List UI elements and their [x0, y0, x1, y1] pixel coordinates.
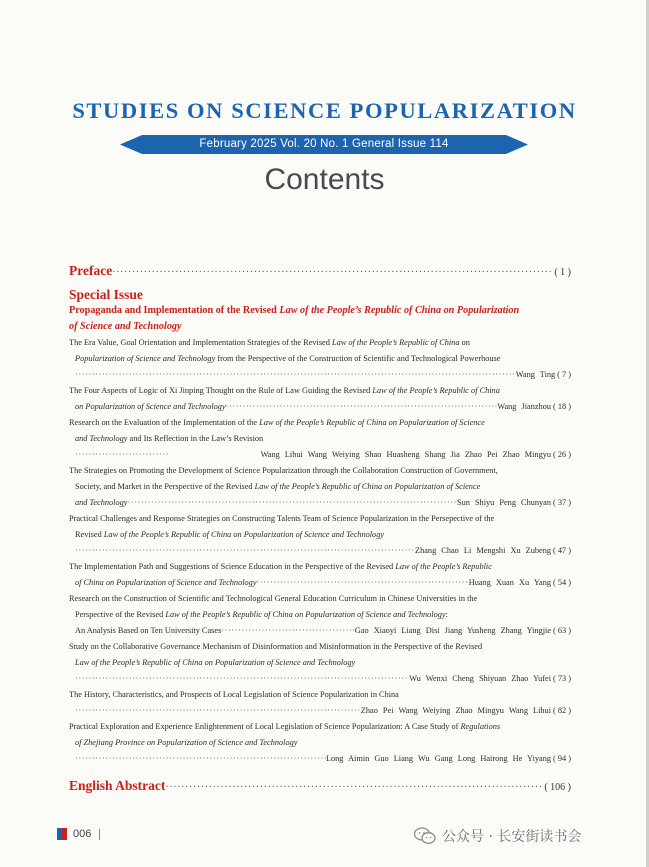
special-issue-heading: Special Issue — [69, 287, 143, 302]
dot-leader — [75, 671, 409, 687]
dot-leader — [75, 543, 415, 559]
entry-authors: Gao Xiaoyi Liang Disi Jiang Yusheng Zhang Yingjie — [354, 626, 552, 635]
page-ref: ( 47 ) — [553, 546, 571, 555]
toc-entry[interactable]: Study on the Collaborative Governance Mechanism of Disinformation and Misinformation in the Perspective of the Revised Law of the People’s Republic of China on Popularization of Science and Technology ····· Wu Wenxi Cheng Shiyuan Zhao Yufei ( 73 ) — [69, 639, 571, 687]
entry-authors: Sun Shiyu Peng Chunyan — [456, 498, 552, 507]
dot-leader — [165, 775, 542, 799]
issue-info: February 2025 Vol. 20 No. 1 General Issue 114 — [199, 138, 449, 150]
dot-leader — [75, 447, 168, 463]
dot-leader — [75, 703, 361, 719]
page-ref: ( 54 ) — [553, 578, 571, 587]
toc-entry[interactable]: The Implementation Path and Suggestions of Science Education in the Perspective of the Revised Law of the People’s Republic of China on Popularization of Science and Technology ····· Huang Xuan Xu Yang ( 54 ) — [69, 559, 571, 591]
page-ref: ( 73 ) — [553, 674, 571, 683]
page-ref: ( 18 ) — [553, 402, 571, 411]
toc-entry[interactable]: The Four Aspects of Logic of Xi Jinping Thought on the Rule of Law Guiding the Revised Law of the People’s Republic of China on Popularization of Science and Technology ····· Wang Jianzhou ( 18 ) — [69, 383, 571, 415]
entry-authors: Zhang Chao Li Mengshi Xu Zubeng — [415, 546, 552, 555]
issue-banner — [120, 135, 528, 154]
toc-entry[interactable]: Practical Challenges and Response Strategies on Constructing Talents Team of Science Popularization in the Persepective of the Revised Law of the People’s Republic of China on Popularization of Science and Technology ····· Zhang Chao Li Mengshi Xu Zubeng ( 47 ) — [69, 511, 571, 559]
page-ref: ( 82 ) — [553, 706, 571, 715]
wechat-icon — [414, 827, 436, 845]
page-number: 006 — [73, 828, 92, 840]
page-ref: ( 26 ) — [553, 450, 572, 459]
dot-leader — [257, 575, 469, 591]
table-of-contents — [69, 258, 571, 797]
toc-entry[interactable]: Practical Exploration and Experience Enlightenment of Local Legislation of Science Popularization: A Case Study of Regulations of Zhejiang Province on Popularization of Science and Technology ····· Long Aimin Guo Liang Wu Gang Long Hairong He Yiyang ( 94 ) — [69, 719, 571, 767]
toc-entry[interactable]: The History, Characteristics, and Prospects of Local Legislation of Science Popularization in China ····· Zhao Pei Wang Weiying Zhao Mingyu Wang Lihui ( 82 ) — [69, 687, 571, 719]
page-footer — [57, 826, 100, 842]
watermark — [414, 826, 581, 846]
page-ref: ( 63 ) — [553, 626, 571, 635]
page-ref: ( 37 ) — [553, 498, 571, 507]
entry-authors: Long Aimin Guo Liang Wu Gang Long Hairong He Yiyang — [325, 754, 552, 763]
dot-leader — [112, 260, 552, 284]
contents-heading: Contents — [264, 163, 385, 196]
toc-entry[interactable]: The Era Value, Goal Orientation and Implementation Strategies of the Revised Law of the People’s Republic of China on Popularization of Science and Technology from the Perspective of the Construction of Scientific and Technological Powerhouse ····· Wang Ting ( 7 ) — [69, 335, 571, 383]
watermark-text: 公众号 · 长安街读书会 — [442, 829, 582, 845]
flag-mark — [57, 828, 67, 840]
toc-entry[interactable]: Research on the Construction of Scientific and Technological General Education Curriculum in Chinese Universities in the Perspective of the Revised Law of the People’s Republic of China on Popularization of Science and Technology: An Analysis Based on Ten University Cases ····· Gao Xiaoyi Liang Disi Jiang Yusheng Zhang Yingjie ( 63 ) — [69, 591, 571, 639]
entry-authors: Wang Lihui Wang Weiying Shao Huasheng Shang Jia Zhao Pei Zhao Mingyu — [260, 450, 552, 459]
entry-authors: Zhao Pei Wang Weiying Zhao Mingyu Wang Lihui — [360, 706, 552, 715]
entry-authors: Wang Ting — [515, 370, 556, 379]
dot-leader — [127, 495, 456, 511]
section-title: Preface — [69, 263, 113, 278]
toc-entry[interactable]: Research on the Evaluation of the Implementation of the Law of the People’s Republic of China on Popularization of Science and Technology and Its Reflection in the Law’s Revision ····· Wang Lihui Wang Weiying Shao Huasheng Shang Jia Zhao Pei Zhao Mingyu ( 26 ) — [69, 415, 571, 463]
page-ref: ( 94 ) — [553, 754, 571, 763]
page-ref: ( 7 ) — [557, 370, 571, 379]
dot-leader — [75, 751, 326, 767]
page-ref: ( 1 ) — [554, 267, 571, 278]
special-issue-theme: Propaganda and Implementation of the Revised Law of the People’s Republic of China on Popularization of Science and Technology — [69, 305, 520, 332]
dot-leader — [221, 623, 355, 639]
page-ref: ( 106 ) — [544, 782, 571, 793]
dot-leader — [75, 367, 516, 383]
toc-english-abstract[interactable] — [69, 775, 571, 797]
toc-entry[interactable]: The Strategies on Promoting the Development of Science Popularization through the Collaboration Construction of Government, Society, and Market in the Perspective of the Revised Law of the People’s Republic of China on Popularization of Science and Technology ····· Sun Shiyu Peng Chunyan ( 37 ) — [69, 463, 571, 511]
journal-title: STUDIES ON SCIENCE POPULARIZATION — [72, 98, 577, 123]
dot-leader — [226, 399, 498, 415]
entry-authors: Wang Jianzhou — [497, 402, 552, 411]
footer-divider — [99, 829, 100, 840]
section-title: English Abstract — [69, 778, 166, 793]
entry-authors: Wu Wenxi Cheng Shiyuan Zhao Yufei — [409, 674, 552, 683]
entry-authors: Huang Xuan Xu Yang — [468, 578, 552, 587]
toc-preface[interactable] — [69, 260, 571, 282]
